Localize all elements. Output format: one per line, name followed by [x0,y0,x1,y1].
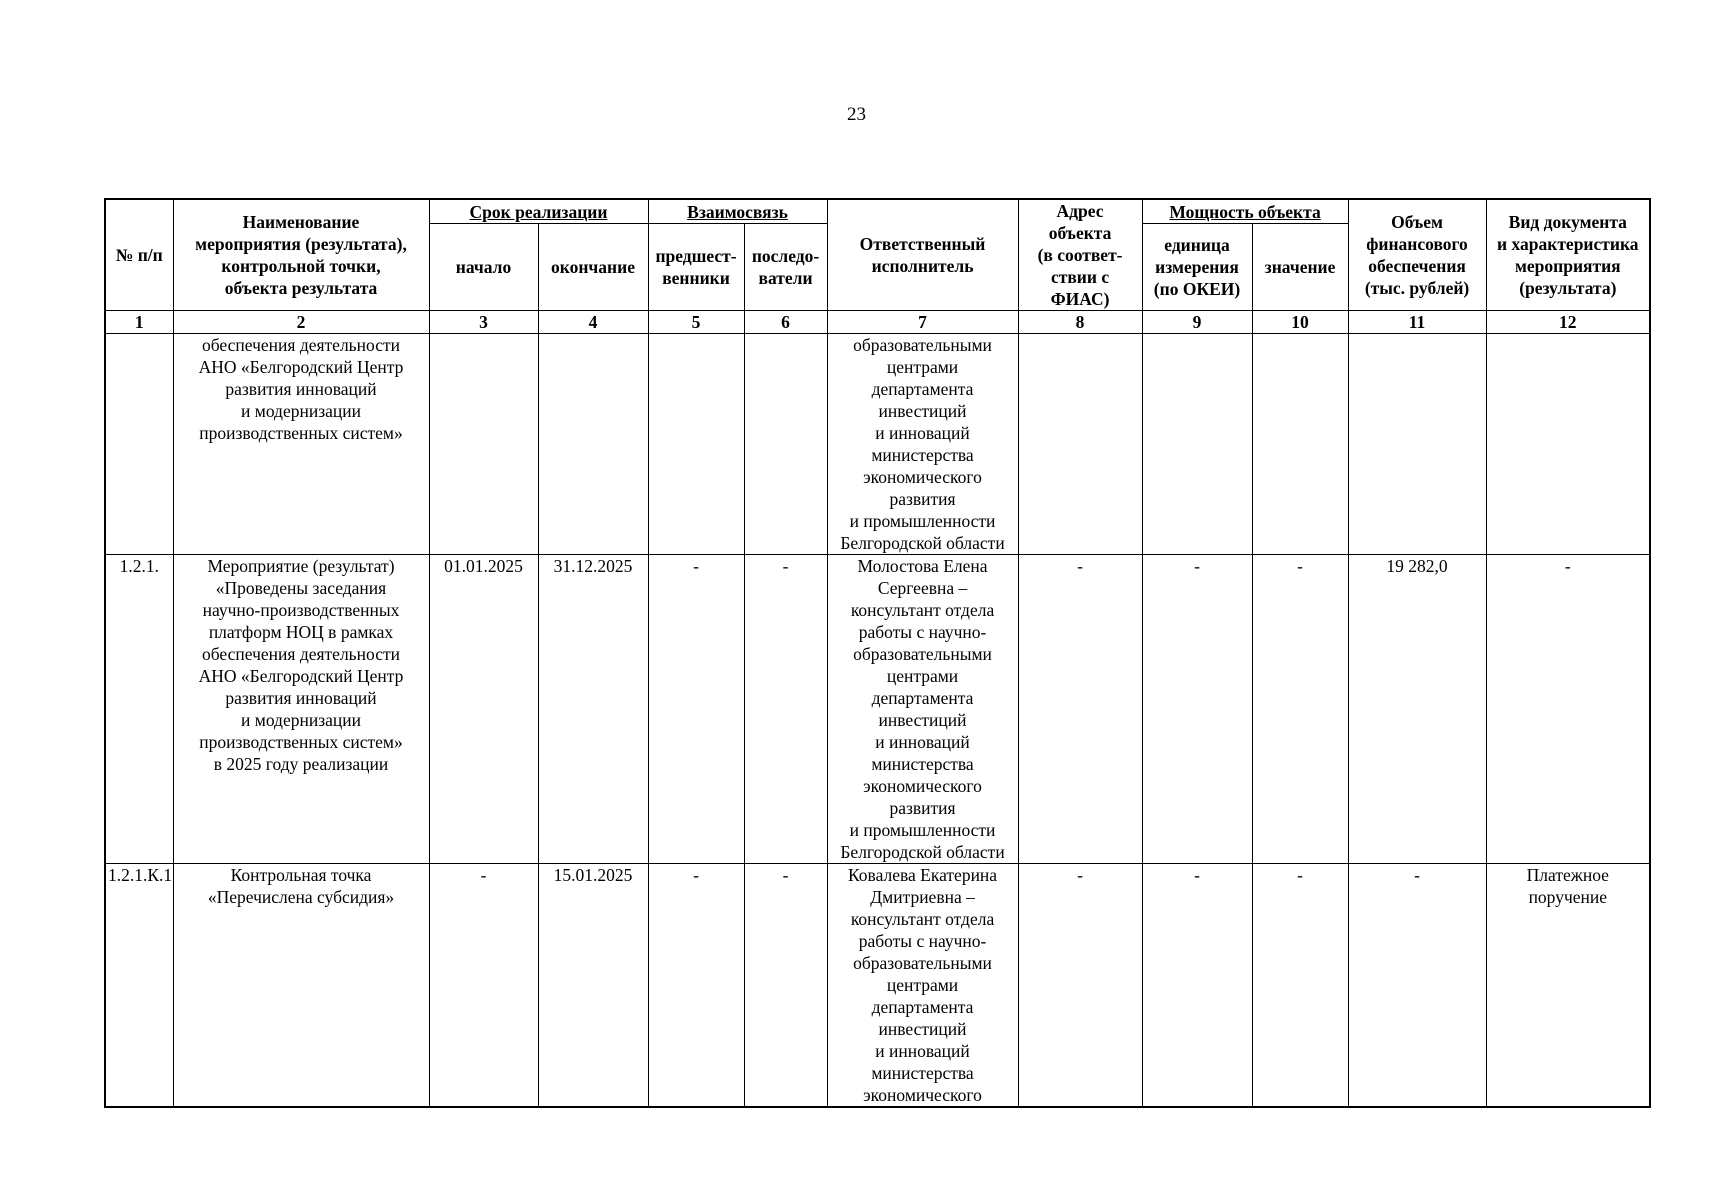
row-predecessors: - [648,555,744,864]
column-number: 7 [827,311,1018,334]
row-predecessors: - [648,864,744,1108]
column-number: 2 [173,311,429,334]
row-funding: 19 282,0 [1348,555,1486,864]
row-funding: - [1348,864,1486,1108]
header-link-group-label: Взаимосвязь [687,201,788,222]
table-row [105,864,1650,1108]
header-unit: единица измерения (по ОКЕИ) [1142,224,1252,311]
column-number: 1 [105,311,173,334]
events-plan-table [104,198,1651,1108]
row-address [1018,334,1142,555]
row-successors [744,334,827,555]
row-value: - [1252,864,1348,1108]
table-row [105,555,1650,864]
row-responsible: образовательными центрами департамента инвестиций и инноваций министерства экономического развития и промышленности Белгородской области [827,334,1018,555]
header-funding: Объем финансового обеспечения (тыс. рублей) [1348,199,1486,311]
header-successors: последо- ватели [744,224,827,311]
row-responsible: Молостова Елена Сергеевна – консультант отдела работы с научно- образовательными центрами департамента инвестиций и инноваций министерства экономического развития и промышленности Белгородской области [827,555,1018,864]
header-doc-type: Вид документа и характеристика мероприятия (результата) [1486,199,1650,311]
column-number: 5 [648,311,744,334]
header-link-group [648,199,827,224]
row-address: - [1018,864,1142,1108]
header-name: Наименование мероприятия (результата), контрольной точки, объекта результата [173,199,429,311]
row-number: 1.2.1. [105,555,173,864]
row-name: обеспечения деятельности АНО «Белгородский Центр развития инноваций и модернизации производственных систем» [173,334,429,555]
row-start: 01.01.2025 [429,555,538,864]
row-end: 31.12.2025 [538,555,648,864]
row-start [429,334,538,555]
row-successors: - [744,864,827,1108]
column-number: 12 [1486,311,1650,334]
header-capacity-group-label: Мощность объекта [1169,201,1321,222]
row-name: Мероприятие (результат) «Проведены заседания научно-производственных платформ НОЦ в рамках обеспечения деятельности АНО «Белгородский Центр развития инноваций и модернизации производственных систем» в 2025 году реализации [173,555,429,864]
row-unit: - [1142,864,1252,1108]
header-end: окончание [538,224,648,311]
row-unit [1142,334,1252,555]
header-start: начало [429,224,538,311]
column-number: 9 [1142,311,1252,334]
row-funding [1348,334,1486,555]
row-predecessors [648,334,744,555]
header-term-group [429,199,648,224]
page-number: 23 [847,104,866,125]
header-predecessors: предшест- венники [648,224,744,311]
row-address: - [1018,555,1142,864]
row-end [538,334,648,555]
header-capacity-group [1142,199,1348,224]
header-address: Адрес объекта (в соответ- ствии с ФИАС) [1018,199,1142,311]
header-term-group-label: Срок реализации [469,201,608,222]
header-value: значение [1252,224,1348,311]
row-start: - [429,864,538,1108]
row-name: Контрольная точка «Перечислена субсидия» [173,864,429,1108]
column-number: 3 [429,311,538,334]
column-number: 6 [744,311,827,334]
row-end: 15.01.2025 [538,864,648,1108]
row-doc-type: Платежное поручение [1486,864,1650,1108]
row-value [1252,334,1348,555]
row-unit: - [1142,555,1252,864]
column-number: 11 [1348,311,1486,334]
row-successors: - [744,555,827,864]
header-responsible: Ответственный исполнитель [827,199,1018,311]
table-row [105,334,1650,555]
row-number [105,334,173,555]
header-num: № п/п [105,199,173,311]
row-responsible: Ковалева Екатерина Дмитриевна – консультант отдела работы с научно- образовательными центрами департамента инвестиций и инноваций министерства экономического [827,864,1018,1108]
row-value: - [1252,555,1348,864]
column-number: 10 [1252,311,1348,334]
column-number: 4 [538,311,648,334]
row-number: 1.2.1.К.1 [105,864,173,1108]
row-doc-type: - [1486,555,1650,864]
column-number: 8 [1018,311,1142,334]
row-doc-type [1486,334,1650,555]
